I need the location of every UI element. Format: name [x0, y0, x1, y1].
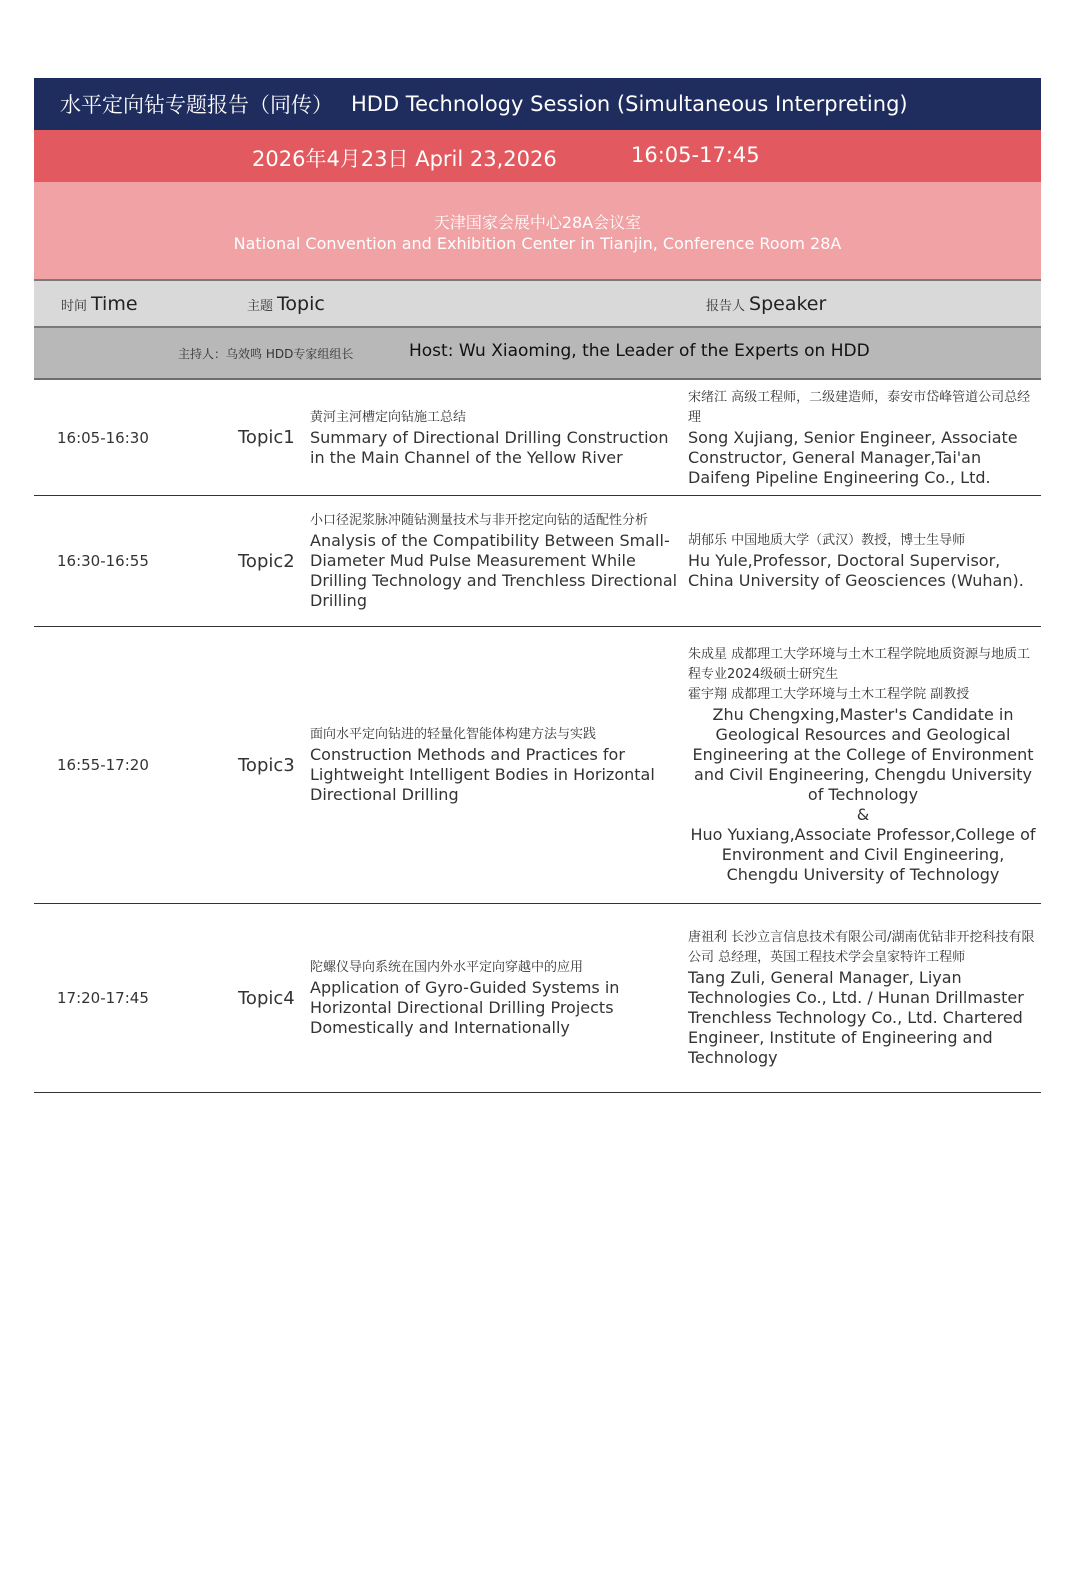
- table-row: [34, 496, 1041, 627]
- speaker-en: Song Xujiang, Senior Engineer, Associate Constructor, General Manager,Tai'an Daifeng Pipeline Engineering Co., Ltd.: [688, 427, 1018, 487]
- header-time: 时间 Time: [61, 293, 138, 315]
- row-topic-label: Topic3: [238, 754, 295, 776]
- topic-en: Construction Methods and Practices for Lightweight Intelligent Bodies in Horizontal Directional Drilling: [310, 745, 655, 804]
- header-speaker: 报告人 Speaker: [706, 293, 827, 315]
- speaker-zh: 宋绪江 高级工程师，二级建造师，泰安市岱峰管道公司总经理: [688, 389, 1031, 425]
- table-row: [34, 380, 1041, 496]
- row-time: 17:20-17:45: [57, 989, 149, 1007]
- row-topic-label: Topic2: [238, 550, 295, 572]
- topic-zh: 小口径泥浆脉冲随钻测量技术与非开挖定向钻的适配性分析: [310, 513, 649, 528]
- row-topic-label: Topic1: [238, 427, 295, 448]
- speaker-en: Zhu Chengxing,Master's Candidate in Geological Resources and Geological Engineering at the College of Environment and Civil Engineering, Chengdu University of Technology: [692, 705, 1034, 804]
- row-speaker: [688, 904, 1038, 1092]
- row-speaker: [688, 627, 1038, 903]
- session-time: 16:05-17:45: [631, 143, 760, 167]
- topic-en: Application of Gyro-Guided Systems in Horizontal Directional Drilling Projects Domestically and Internationally: [310, 978, 620, 1037]
- table-row: [34, 904, 1041, 1093]
- session-date: 2026年4月23日 April 23,2026: [252, 147, 557, 171]
- speaker-en-2: Huo Yuxiang,Associate Professor,College of Environment and Civil Engineering, Chengdu University of Technology: [690, 825, 1036, 884]
- topic-zh: 黄河主河槽定向钻施工总结: [310, 409, 467, 425]
- speaker-zh-2: 霍宇翔 成都理工大学环境与土木工程学院 副教授: [688, 687, 970, 702]
- row-topic: [310, 380, 678, 495]
- row-speaker: [688, 496, 1038, 626]
- speaker-ampersand: &: [856, 805, 870, 824]
- speaker-zh: 唐祖利 长沙立言信息技术有限公司/湖南优钻非开挖科技有限公司 总经理，英国工程技术学会皇家特许工程师: [688, 930, 1035, 965]
- row-topic-label: Topic4: [238, 987, 295, 1009]
- row-time: 16:55-17:20: [57, 756, 149, 774]
- row-topic: [310, 904, 678, 1092]
- row-time: 16:30-16:55: [57, 552, 149, 570]
- venue-en: National Convention and Exhibition Center in Tianjin, Conference Room 28A: [233, 234, 842, 253]
- speaker-zh: 胡郁乐 中国地质大学（武汉）教授，博士生导师: [688, 533, 966, 548]
- topic-zh: 面向水平定向钻进的轻量化智能体构建方法与实践: [310, 727, 597, 742]
- host-zh: 主持人：乌效鸣 HDD专家组组长: [178, 347, 354, 361]
- host-en: Host: Wu Xiaoming, the Leader of the Experts on HDD: [409, 341, 870, 361]
- row-topic: [310, 496, 678, 626]
- session-title-bar: [34, 78, 1041, 130]
- host-row: [34, 328, 1041, 380]
- row-speaker: [688, 380, 1038, 495]
- row-topic: [310, 627, 678, 903]
- topic-en: Analysis of the Compatibility Between Small-Diameter Mud Pulse Measurement While Drilling Technology and Trenchless Directional Drilling: [310, 531, 678, 610]
- row-time: 16:05-16:30: [57, 428, 149, 447]
- session-date-bar: [34, 130, 1041, 182]
- header-topic: 主题 Topic: [247, 293, 325, 315]
- speaker-zh: 朱成星 成都理工大学环境与土木工程学院地质资源与地质工程专业2024级硕士研究生: [688, 647, 1031, 682]
- session-title-en: HDD Technology Session (Simultaneous Interpreting): [351, 92, 908, 116]
- topic-zh: 陀螺仪导向系统在国内外水平定向穿越中的应用: [310, 960, 584, 975]
- speaker-en: Tang Zuli, General Manager, Liyan Technologies Co., Ltd. / Hunan Drillmaster Trenchless Technology Co., Ltd. Chartered Engineer, Institute of Engineering and Technology: [688, 968, 1024, 1067]
- venue-zh: 天津国家会展中心28A会议室: [433, 213, 642, 232]
- table-header: [34, 279, 1041, 328]
- table-row: [34, 627, 1041, 904]
- agenda-sheet: [34, 78, 1041, 1093]
- session-venue-bar: [34, 182, 1041, 279]
- topic-en: Summary of Directional Drilling Construction in the Main Channel of the Yellow River: [310, 427, 669, 467]
- speaker-en: Hu Yule,Professor, Doctoral Supervisor, China University of Geosciences (Wuhan).: [688, 551, 1024, 590]
- session-title-zh: 水平定向钻专题报告（同传）: [60, 93, 333, 117]
